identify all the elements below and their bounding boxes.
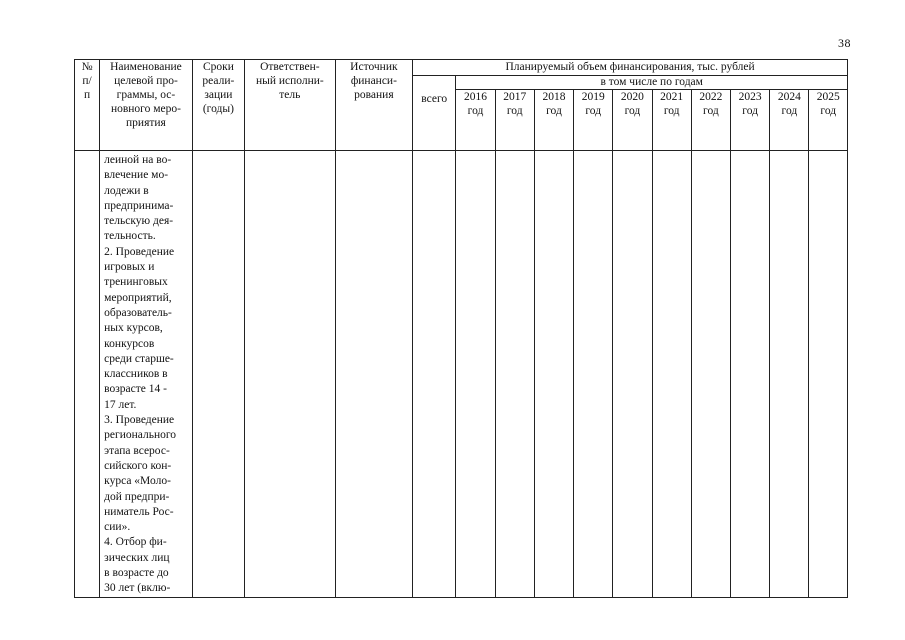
cell-2022 <box>691 151 730 598</box>
cell-2023 <box>731 151 770 598</box>
cell-2025 <box>809 151 848 598</box>
cell-2017 <box>495 151 534 598</box>
financing-table <box>74 59 848 598</box>
header-planned-volume: Планируемый объем финансирования, тыс. рублей <box>413 60 848 76</box>
cell-total <box>413 151 456 598</box>
cell-2024 <box>770 151 809 598</box>
page-number: 38 <box>838 36 851 50</box>
cell-responsible-executor <box>245 151 336 598</box>
header-number: № п/ п <box>75 60 100 151</box>
cell-program-name: леиной на во- влечение мо- лодежи в предпринима- тельскую дея- тельность. 2. Проведение игровых и тренинговых мероприятий, образователь- ных курсов, конкурсов среди старше- классников в возрасте 14 - 17 лет. 3. Проведение регионального этапа всерос- сийского кон- курса «Моло- дой предпри- ниматель Рос- сии». 4. Отбор фи- зических лиц в возрасте до 30 лет (вклю- <box>100 151 193 598</box>
header-funding-source: Источник финанси- рования <box>335 60 412 151</box>
header-year-2020: 2020 год <box>613 90 652 151</box>
cell-2016 <box>456 151 495 598</box>
header-year-2018: 2018 год <box>534 90 573 151</box>
header-year-2022: 2022 год <box>691 90 730 151</box>
header-year-2016: 2016 год <box>456 90 495 151</box>
header-year-2025: 2025 год <box>809 90 848 151</box>
header-program-name: Наименование целевой про- граммы, ос- новного меро- приятия <box>100 60 193 151</box>
cell-2021 <box>652 151 691 598</box>
cell-implementation-term <box>192 151 244 598</box>
header-year-2023: 2023 год <box>731 90 770 151</box>
header-total: всего <box>413 76 456 151</box>
table-row <box>75 151 848 598</box>
header-including-by-years: в том числе по годам <box>456 76 848 90</box>
cell-funding-source <box>335 151 412 598</box>
header-year-2017: 2017 год <box>495 90 534 151</box>
header-responsible-executor: Ответствен- ный исполни- тель <box>245 60 336 151</box>
header-year-2021: 2021 год <box>652 90 691 151</box>
header-year-2024: 2024 год <box>770 90 809 151</box>
cell-2018 <box>534 151 573 598</box>
header-year-2019: 2019 год <box>574 90 613 151</box>
header-implementation-term: Сроки реали- зации (годы) <box>192 60 244 151</box>
cell-2019 <box>574 151 613 598</box>
cell-2020 <box>613 151 652 598</box>
cell-number <box>75 151 100 598</box>
